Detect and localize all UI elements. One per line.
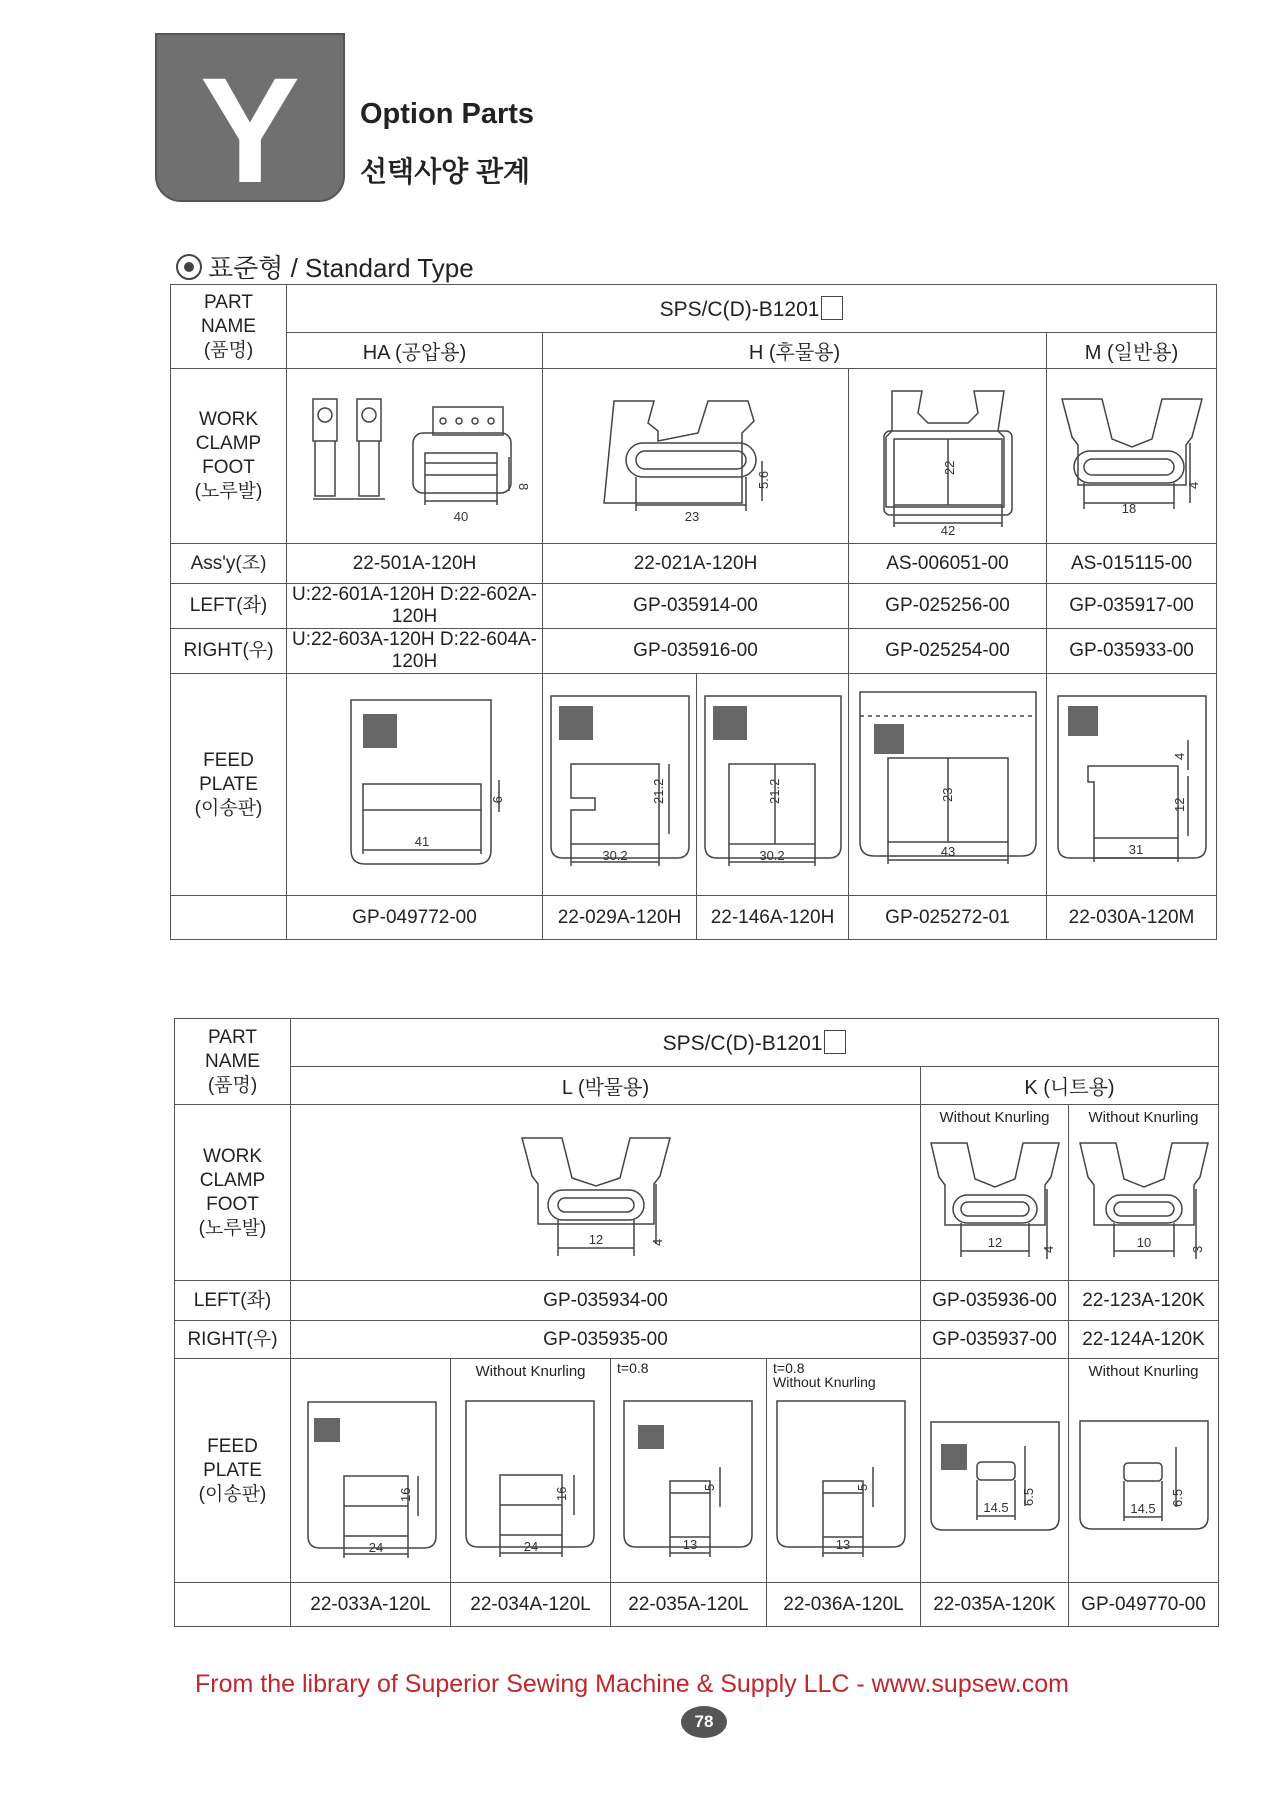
plate-code-4: GP-025272-01 xyxy=(849,896,1047,940)
feed-plate-1-diagram xyxy=(295,680,535,890)
plate-note: t=0.8 xyxy=(617,1360,649,1376)
feed-plate-5-diagram xyxy=(1050,680,1214,890)
clamp-drawing-k1 xyxy=(921,1105,1069,1281)
clamp-drawing-h1 xyxy=(543,369,849,544)
clamp-drawing-m xyxy=(1047,369,1217,544)
right-h: GP-035916-00 xyxy=(543,629,849,674)
right-k2: 22-124A-120K xyxy=(1069,1321,1219,1359)
group-ha: HA (공압용) xyxy=(287,333,543,369)
left-h: GP-035914-00 xyxy=(543,584,849,629)
page-number: 78 xyxy=(681,1706,727,1738)
clamp-h1-diagram xyxy=(556,371,836,541)
feed-plate-l4-diagram xyxy=(769,1387,919,1577)
left-l: GP-035934-00 xyxy=(291,1281,921,1321)
clamp-drawing-k2 xyxy=(1069,1105,1219,1281)
dim-label: 9 xyxy=(489,795,505,803)
plate-drawing-3 xyxy=(611,1359,767,1583)
left-h2: GP-025256-00 xyxy=(849,584,1047,629)
plate-drawing-4 xyxy=(767,1359,921,1583)
blank-cell xyxy=(175,1583,291,1627)
plate-note: Without Knurling xyxy=(475,1363,586,1380)
left-m: GP-035917-00 xyxy=(1047,584,1217,629)
group-h: H (후물용) xyxy=(543,333,1047,369)
feed-plate-label: FEED PLATE (이송판) xyxy=(171,674,287,896)
clamp-ha-diagram xyxy=(295,371,535,541)
right-label: RIGHT(우) xyxy=(175,1321,291,1359)
assy-label: Ass'y(조) xyxy=(171,544,287,584)
part-name-header: PART NAME (품명) xyxy=(175,1019,291,1105)
plate-code-1: 22-033A-120L xyxy=(291,1583,451,1627)
section-heading xyxy=(176,248,474,285)
right-k1: GP-035937-00 xyxy=(921,1321,1069,1359)
right-l: GP-035935-00 xyxy=(291,1321,921,1359)
dim-label: 12 xyxy=(1171,797,1187,812)
assy-ha: 22-501A-120H xyxy=(287,544,543,584)
plate-code-2: 22-034A-120L xyxy=(451,1583,611,1627)
dim-label: 5.6 xyxy=(755,470,771,489)
right-label: RIGHT(우) xyxy=(171,629,287,674)
dim-label: 30.2 xyxy=(601,847,628,863)
part-name-header: PART NAME (품명) xyxy=(171,285,287,369)
model-header: SPS/C(D)-B1201 xyxy=(291,1019,1219,1067)
dim-label: 21.2 xyxy=(650,778,666,804)
plate-drawing-2 xyxy=(451,1359,611,1583)
plate-code-4: 22-036A-120L xyxy=(767,1583,921,1627)
left-label: LEFT(좌) xyxy=(175,1281,291,1321)
plate-note: t=0.8 Without Knurling xyxy=(773,1360,876,1390)
dim-label: 40 xyxy=(453,509,468,524)
clamp-drawing-ha xyxy=(287,369,543,544)
left-k1: GP-035936-00 xyxy=(921,1281,1069,1321)
dim-label: 4 xyxy=(1171,752,1187,760)
dim-label: 16 xyxy=(397,1487,413,1502)
plate-drawing-1 xyxy=(291,1359,451,1583)
dim-label: 5 xyxy=(854,1483,870,1491)
dim-label: 12 xyxy=(987,1234,1002,1250)
dim-label: 6.5 xyxy=(1169,1488,1185,1507)
left-k2: 22-123A-120K xyxy=(1069,1281,1219,1321)
dim-label: 14.5 xyxy=(983,1499,1009,1515)
dim-label: 3 xyxy=(1189,1245,1205,1253)
dim-label: 6.5 xyxy=(1021,1487,1036,1506)
group-k: K (니트용) xyxy=(921,1067,1219,1105)
page-title-korean: 선택사양 관계 xyxy=(360,156,531,187)
dim-label: 4 xyxy=(1040,1245,1056,1253)
left-ha: U:22-601A-120H D:22-602A-120H xyxy=(287,584,543,629)
right-ha: U:22-603A-120H D:22-604A-120H xyxy=(287,629,543,674)
plate-drawing-4 xyxy=(849,674,1047,896)
work-clamp-label: WORK CLAMP FOOT (노루발) xyxy=(171,369,287,544)
dim-label: 22 xyxy=(941,460,957,475)
bullet-icon xyxy=(176,254,202,280)
dim-label: 5 xyxy=(701,1483,717,1491)
dim-label: 10 xyxy=(1136,1234,1151,1250)
assy-h: 22-021A-120H xyxy=(543,544,849,584)
assy-h2: AS-006051-00 xyxy=(849,544,1047,584)
dim-label: 24 xyxy=(523,1538,538,1554)
plate-drawing-3 xyxy=(697,674,849,896)
feed-plate-k1-diagram xyxy=(921,1366,1069,1576)
group-l: L (박물용) xyxy=(291,1067,921,1105)
chapter-letter: Y xyxy=(199,46,301,214)
feed-plate-label: FEED PLATE (이송판) xyxy=(175,1359,291,1583)
right-h2: GP-025254-00 xyxy=(849,629,1047,674)
plate-note: Without Knurling xyxy=(1088,1363,1199,1380)
clamp-k1-diagram xyxy=(925,1129,1065,1279)
feed-plate-3-diagram xyxy=(699,680,847,890)
parts-table-standard xyxy=(170,284,1217,940)
clamp-m-diagram xyxy=(1052,371,1212,541)
plate-code-6: GP-049770-00 xyxy=(1069,1583,1219,1627)
plate-code-2: 22-029A-120H xyxy=(543,896,697,940)
feed-plate-l2-diagram xyxy=(456,1387,606,1577)
dim-label: 31 xyxy=(1128,841,1143,857)
dim-label: 41 xyxy=(414,833,429,849)
knurling-note: Without Knurling xyxy=(939,1109,1050,1126)
page-title: Option Parts xyxy=(360,98,535,130)
dim-label: 21.2 xyxy=(766,778,782,804)
model-header: SPS/C(D)-B1201 xyxy=(287,285,1217,333)
left-label: LEFT(좌) xyxy=(171,584,287,629)
plate-code-5: 22-035A-120K xyxy=(921,1583,1069,1627)
clamp-drawing-h2 xyxy=(849,369,1047,544)
feed-plate-l3-diagram xyxy=(614,1387,764,1577)
section-title: 표준형 / Standard Type xyxy=(208,253,474,283)
dim-label: 4 xyxy=(1185,481,1201,489)
parts-table-light-knit xyxy=(174,1018,1219,1627)
clamp-l-diagram xyxy=(506,1108,706,1278)
clamp-drawing-l xyxy=(291,1105,921,1281)
chapter-tab xyxy=(155,33,345,214)
feed-plate-4-diagram xyxy=(852,680,1044,890)
plate-drawing-5 xyxy=(921,1359,1069,1583)
dim-label: 12 xyxy=(588,1231,603,1247)
plate-drawing-5 xyxy=(1047,674,1217,896)
right-m: GP-035933-00 xyxy=(1047,629,1217,674)
dim-label: 13 xyxy=(682,1536,697,1552)
assy-m: AS-015115-00 xyxy=(1047,544,1217,584)
dim-label: 30.2 xyxy=(758,847,785,863)
dim-label: 14.5 xyxy=(1129,1500,1156,1516)
dim-label: 16 xyxy=(553,1486,569,1501)
dim-label: 42 xyxy=(940,523,955,538)
footer-credit: From the library of Superior Sewing Machine & Supply LLC - www.supsew.com xyxy=(195,1670,1069,1698)
plate-drawing-6 xyxy=(1069,1359,1219,1583)
clamp-h2-diagram xyxy=(858,371,1038,541)
knurling-note: Without Knurling xyxy=(1088,1109,1199,1126)
plate-code-3: 22-146A-120H xyxy=(697,896,849,940)
plate-drawing-1 xyxy=(287,674,543,896)
dim-label: 18 xyxy=(1121,501,1136,516)
plate-code-3: 22-035A-120L xyxy=(611,1583,767,1627)
blank-cell xyxy=(171,896,287,940)
plate-drawing-2 xyxy=(543,674,697,896)
plate-code-5: 22-030A-120M xyxy=(1047,896,1217,940)
dim-label: 43 xyxy=(940,843,955,859)
feed-plate-l1-diagram xyxy=(296,1366,446,1576)
work-clamp-label: WORK CLAMP FOOT (노루발) xyxy=(175,1105,291,1281)
checkbox-icon xyxy=(824,1030,846,1054)
dim-label: 13 xyxy=(835,1536,850,1552)
checkbox-icon xyxy=(821,296,843,320)
feed-plate-2-diagram xyxy=(545,680,695,890)
dim-label: 23 xyxy=(684,509,699,524)
dim-label: 23 xyxy=(939,787,955,802)
dim-label: 4 xyxy=(649,1238,665,1246)
plate-code-1: GP-049772-00 xyxy=(287,896,543,940)
group-m: M (일반용) xyxy=(1047,333,1217,369)
dim-label: 8 xyxy=(515,483,531,491)
clamp-k2-diagram xyxy=(1074,1129,1214,1279)
feed-plate-k2-diagram xyxy=(1074,1387,1214,1577)
dim-label: 24 xyxy=(368,1539,383,1555)
